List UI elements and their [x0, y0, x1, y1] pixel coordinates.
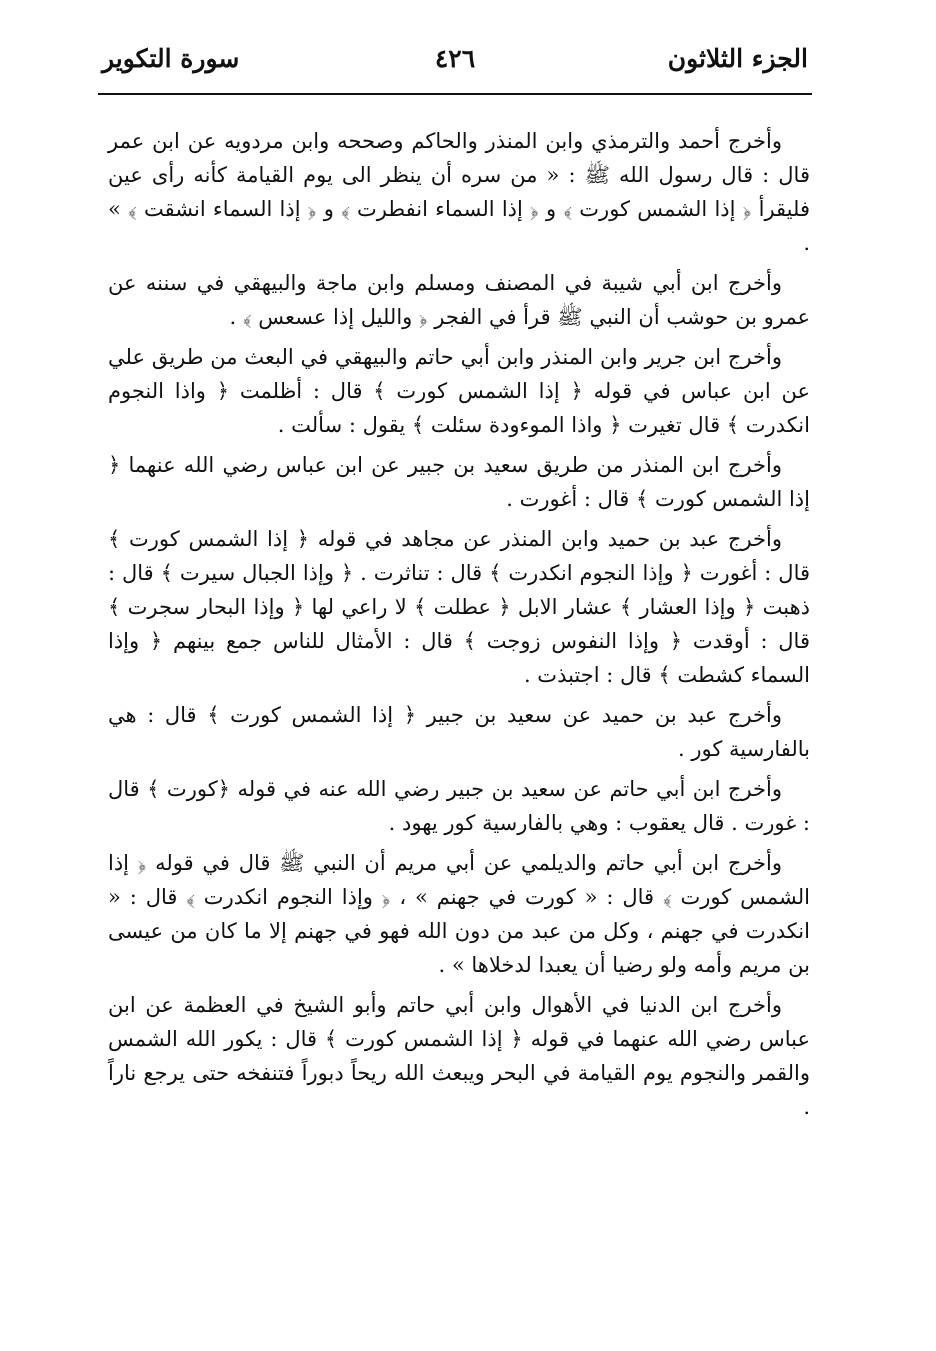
page-body	[108, 124, 810, 1130]
paragraph: وأخرج ابن أبي حاتم عن سعيد بن جبير رضي الله عنه في قوله ﴿كورت ﴾ قال : غورت . قال يعقوب : وهي بالفارسية كور يهود .	[108, 777, 810, 835]
paragraph: وأخرج عبد بن حميد عن سعيد بن جبير ﴿ إذا الشمس كورت ﴾ قال : هي بالفارسية كور .	[108, 703, 810, 761]
paragraph: وأخرج ابن أبي شيبة في المصنف ومسلم وابن ماجة والبيهقي في سننه عن عمرو بن حوشب أن النبي ﷺ قرأ في الفجر ﴿ والليل إذا عسعس ﴾ .	[108, 271, 810, 329]
paragraph: وأخرج ابن جرير وابن المنذر وابن أبي حاتم والبيهقي في البعث من طريق علي عن ابن عباس في قوله ﴿ إذا الشمس كورت ﴾ قال : أظلمت ﴿ واذا النجوم انكدرت ﴾ قال تغيرت ﴿ واذا الموءودة سئلت ﴾ يقول : سألت .	[108, 345, 810, 437]
paragraph: وأخرج أحمد والترمذي وابن المنذر والحاكم وصححه وابن مردويه عن ابن عمر قال : قال رسول الله ﷺ : « من سره أن ينظر الى يوم القيامة كأنه رأى عين فليقرأ ﴿ إذا الشمس كورت ﴾ و ﴿ إذا السماء انفطرت ﴾ و ﴿ إذا السماء انشقت ﴾ » .	[108, 129, 810, 255]
paragraph: وأخرج ابن أبي حاتم والديلمي عن أبي مريم أن النبي ﷺ قال في قوله ﴿ إذا الشمس كورت ﴾ قال : « كورت في جهنم » ، ﴿ وإذا النجوم انكدرت ﴾ قال : « انكدرت في جهنم ، وكل من عبد من دون الله فهو في جهنم إلا ما كان من عيسى بن مريم وأمه ولو رضيا أن يعبدا لدخلاها » .	[108, 851, 810, 977]
page-number: ٤٢٦	[434, 44, 476, 73]
paragraph: وأخرج عبد بن حميد وابن المنذر عن مجاهد في قوله ﴿ إذا الشمس كورت ﴾ قال : أغورت ﴿ وإذا النجوم انكدرت ﴾ قال : تناثرت . ﴿ وإذا الجبال سيرت ﴾ قال : ذهبت ﴿ وإذا العشار ﴾ عشار الابل ﴿ عطلت ﴾ لا راعي لها ﴿ وإذا البحار سجرت ﴾ قال : أوقدت ﴿ وإذا النفوس زوجت ﴾ قال : الأمثال للناس جمع بينهم ﴿ وإذا السماء كشطت ﴾ قال : اجتبذت .	[108, 527, 810, 687]
paragraph: وأخرج ابن المنذر من طريق سعيد بن جبير عن ابن عباس رضي الله عنهما ﴿ إذا الشمس كورت ﴾ قال : أغورت .	[108, 453, 810, 511]
header-divider	[98, 93, 812, 95]
juz-title: الجزء الثلاثون	[667, 44, 808, 73]
paragraph: وأخرج ابن الدنيا في الأهوال وابن أبي حاتم وأبو الشيخ في العظمة عن ابن عباس رضي الله عنهما في قوله ﴿ إذا الشمس كورت ﴾ قال : يكور الله الشمس والقمر والنجوم يوم القيامة في البحر ويبعث الله ريحاً دبوراً فتنفخه حتى يرجع ناراً .	[108, 993, 810, 1119]
page-header	[102, 38, 808, 88]
surah-title: سورة التكوير	[102, 44, 240, 73]
